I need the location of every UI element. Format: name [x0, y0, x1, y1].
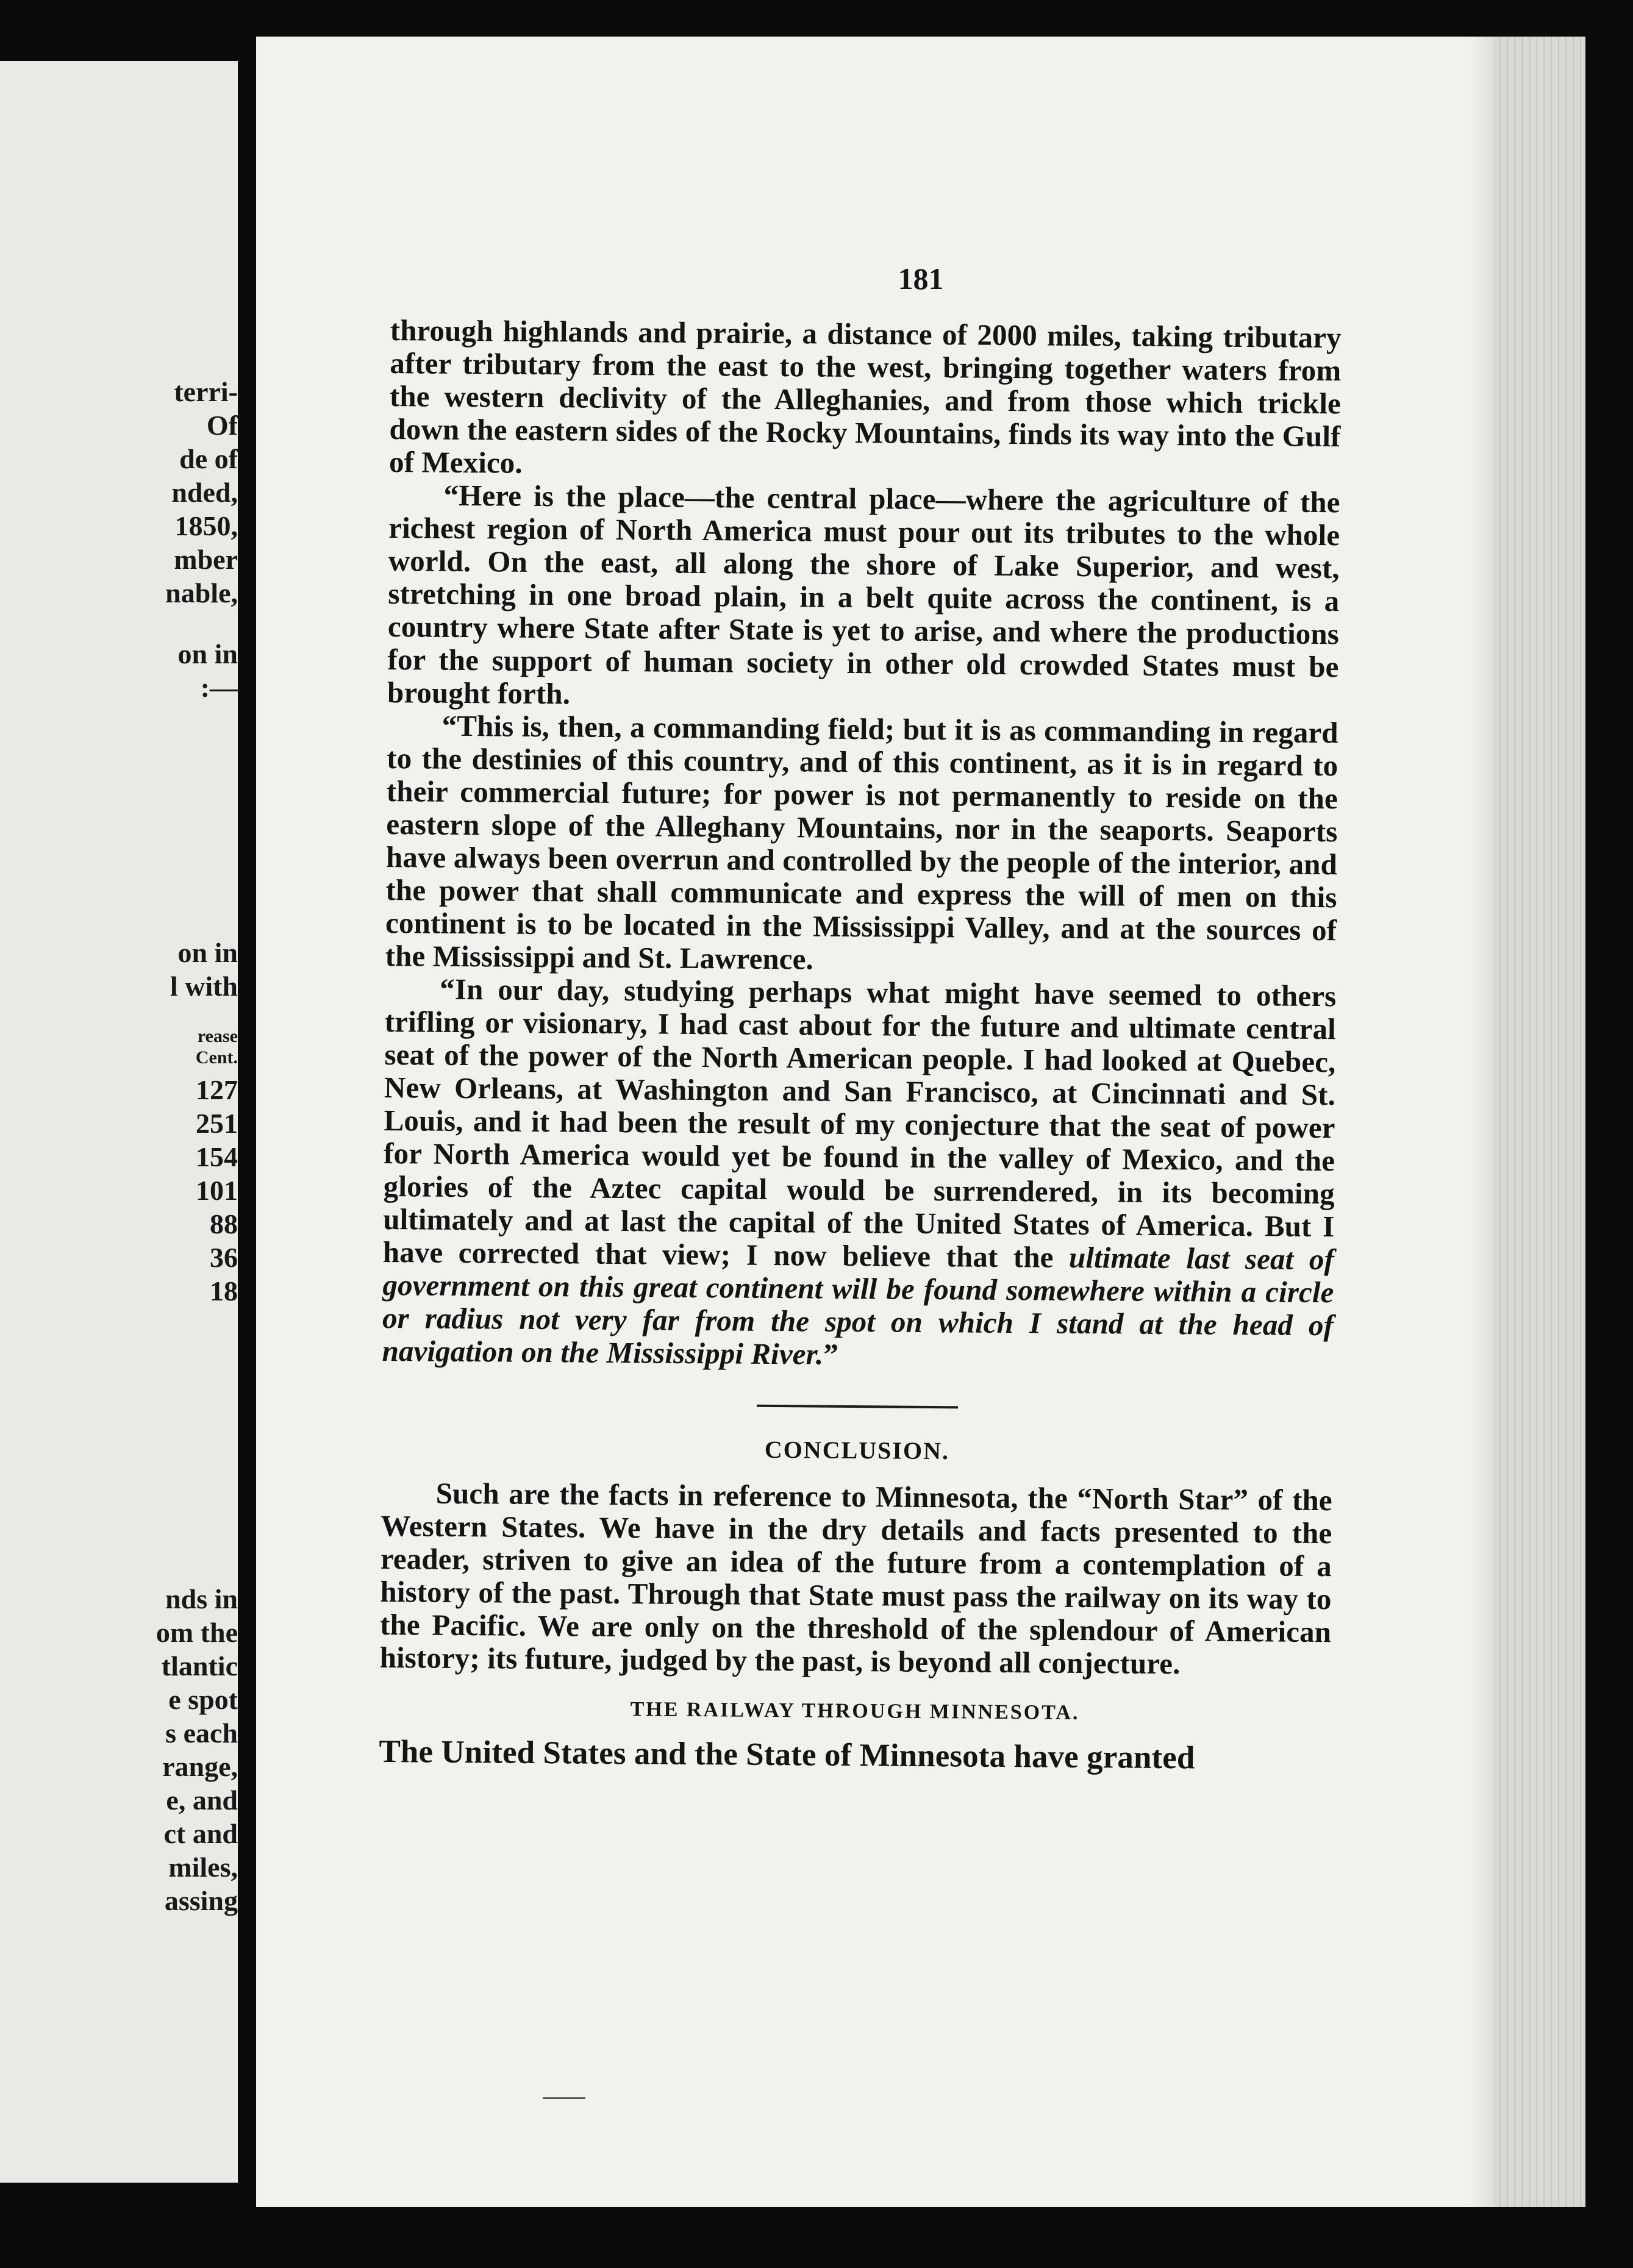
left-fragment: range,: [162, 1751, 238, 1782]
paragraph-italic-text: ultimate last seat of government on this great continent will be found somewhere within a circle or radius not very far from the spot on which I stand at the head of navigation on the Mississippi River.: [382, 1240, 1335, 1371]
left-fragment: ct and: [163, 1818, 238, 1849]
paragraph-text: “In our day, studying perhaps what might have seemed to others trifling or visionary, I had cast about for the future and ultimate central seat of the power of the North American people. I had looked at Quebec, New Orleans, at Washington and San Francisco, at Cincinnati and St. Louis, and it had been the result of my conjecture that the seat of power for North America would yet be found in the valley of Mexico, and the glories of the Aztec capital would be surrendered, in its becoming ultimately and at last the capital of the United States of America. But I have corrected that view; I now believe that the: [382, 972, 1337, 1274]
section-heading: THE RAILWAY THROUGH MINNESOTA.: [630, 1698, 1080, 1724]
page-gutter-shadow: [1470, 37, 1494, 2207]
paragraph: [382, 972, 1336, 1375]
paragraph: “This is, then, a commanding field; but it is as commanding in regard to the destinies of this country, and of this continent, as it is in regard to their commercial future; for power is not permanently to reside on the eastern slope of the Alleghany Mountains, nor in the seaports. Seaports have always been overrun and controlled by the people of the interior, and the power that shall communicate and express the will of men on this continent is to be located in the Mississippi Valley, and at the sources of the Mississippi and St. Lawrence.: [385, 708, 1338, 976]
page-number: 181: [898, 262, 944, 296]
left-fragment: 1850,: [174, 510, 238, 541]
left-fragment: :—: [200, 672, 238, 703]
left-fragment: 101: [196, 1175, 238, 1206]
left-fragment: rease: [197, 1026, 238, 1046]
left-fragment: 251: [196, 1108, 238, 1139]
left-fragment: tlantic: [161, 1650, 238, 1681]
left-page-fragment: [0, 61, 238, 2183]
left-fragment: de of: [179, 443, 238, 474]
left-fragment: Of: [206, 410, 238, 441]
left-fragment: nds in: [165, 1583, 238, 1614]
paragraph: “Here is the place—the central place—where the agriculture of the richest region of North America must pour out its tributes to the whole world. On the east, all along the shore of Lake Superior, and west, stretching in one broad plain, in a belt quite across the continent, is a country where State after State is yet to arise, and where the productions for the support of human society in other old crowded States must be brought forth.: [387, 478, 1340, 711]
left-fragment: 88: [210, 1208, 238, 1239]
left-fragment: 18: [210, 1275, 238, 1307]
section-heading: CONCLUSION.: [764, 1435, 950, 1465]
left-fragment: 154: [196, 1141, 238, 1172]
left-fragment: nable,: [165, 577, 238, 608]
page-body: [379, 314, 1342, 1777]
left-fragment: on in: [177, 937, 238, 968]
closing-quote: ”: [823, 1337, 839, 1371]
page-edge: [1494, 37, 1585, 2207]
book-page: [256, 37, 1585, 2207]
left-fragment: 36: [210, 1242, 238, 1273]
margin-mark: [543, 2097, 585, 2099]
left-fragment: s each: [165, 1717, 238, 1749]
left-fragment: 127: [196, 1074, 238, 1105]
left-fragment: miles,: [168, 1852, 238, 1883]
paragraph: Such are the facts in reference to Minnesota, the “North Star” of the Western States. We have in the dry details and facts presented to the reader, striven to give an idea of the future from a contemplation of a history of the past. Through that State must pass the railway on its way to the Pacific. We are only on the threshold of the splendour of American history; its future, judged by the past, is beyond all conjecture.: [379, 1476, 1332, 1681]
left-fragment: nded,: [171, 477, 238, 508]
left-fragment: terri-: [174, 376, 238, 407]
paragraph: The United States and the State of Minnesota have granted: [379, 1733, 1195, 1776]
left-fragment: mber: [174, 544, 238, 575]
paragraph: through highlands and prairie, a distance of 2000 miles, taking tributary after tributary from the east to the west, bringing together waters from the western declivity of the Alleghanies, and from those which trickle down the eastern sides of the Rocky Mountains, finds its way into the Gulf of Mexico.: [388, 313, 1342, 480]
left-fragment: l with: [170, 971, 238, 1002]
left-fragment: assing: [164, 1885, 238, 1916]
left-fragment: om the: [155, 1617, 238, 1648]
left-fragment: e, and: [166, 1785, 238, 1816]
section-divider: [757, 1405, 958, 1409]
left-fragment: e spot: [168, 1684, 238, 1715]
left-fragment: on in: [177, 638, 238, 669]
left-fragment: Cent.: [195, 1047, 238, 1068]
